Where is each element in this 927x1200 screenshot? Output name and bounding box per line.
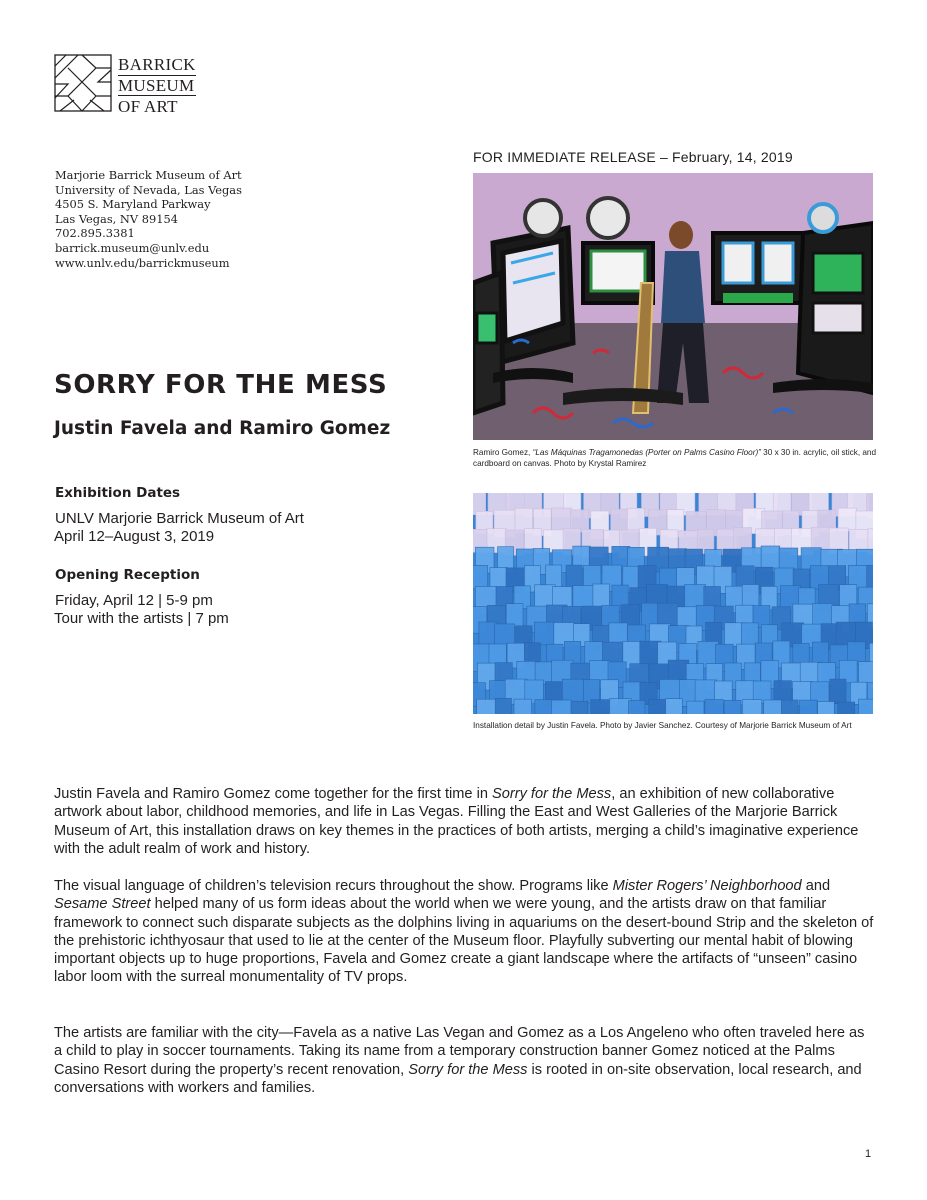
paper-fringe-piece [658, 603, 679, 625]
paper-fringe-piece [535, 700, 552, 714]
paper-fringe-piece [705, 700, 724, 715]
website-link[interactable]: www.unlv.edu/barrickmuseum [55, 255, 230, 270]
wordmark-line-1: BARRICK [118, 55, 196, 74]
paragraph-text: and [801, 878, 831, 894]
paper-fringe-piece [818, 702, 835, 715]
paper-fringe-piece [859, 699, 874, 714]
contact-address-block [55, 168, 242, 270]
painting-illustration [473, 173, 873, 440]
paper-fringe-piece [800, 700, 818, 714]
paper-fringe-piece [695, 680, 717, 702]
paper-fringe-piece [742, 700, 761, 714]
paper-fringe-piece [781, 700, 798, 714]
paper-fringe-piece [867, 565, 873, 589]
body-paragraph-2 [54, 877, 874, 987]
address-line: University of Nevada, Las Vegas [55, 182, 242, 197]
paper-fringe-piece [849, 530, 868, 553]
paper-fringe-piece [774, 681, 792, 703]
tv-program-title: Mister Rogers’ Neighborhood [612, 878, 802, 894]
paper-fringe-piece [514, 699, 532, 714]
paper-fringe-piece [611, 509, 629, 531]
paragraph-text: The artists are familiar with the city—Favela as a native Las Vegan and Gomez as a Los Angeleno who often traveled here as a child to play in soccer tournaments. Taking its name from a temporary construction banner Gomez noticed at the Palms Casino Resort during the property’s recent renovation, [54, 1025, 865, 1078]
paper-fringe-piece [838, 702, 855, 714]
installation-caption: Installation detail by Justin Favela. Photo by Javier Sanchez. Courtesy of Marjorie Barrick Museum of Art [473, 721, 852, 730]
tv-program-title: Sesame Street [54, 896, 151, 913]
wordmark-line-3: OF ART [118, 97, 178, 116]
paper-fringe-piece [724, 700, 741, 714]
paper-fringe-piece [495, 698, 511, 714]
museum-logo-mark-icon [54, 54, 112, 112]
painting-caption [473, 447, 893, 469]
paper-fringe-piece [830, 679, 846, 704]
reception-time: Friday, April 12 | 5-9 pm [55, 592, 213, 609]
artist-tour-time: Tour with the artists | 7 pm [54, 610, 229, 627]
paper-fringe-piece [534, 622, 554, 645]
paper-fringe-piece [477, 699, 497, 714]
museum-logo [54, 54, 194, 116]
page-number: 1 [865, 1148, 872, 1160]
body-paragraph-1 [54, 785, 874, 858]
exhibition-dates-heading: Exhibition Dates [55, 485, 181, 501]
paper-fringe-piece [742, 585, 759, 608]
opening-reception-heading: Opening Reception [55, 567, 200, 583]
caption-lead: Ramiro Gomez, [473, 448, 533, 457]
paper-fringe-piece [473, 565, 488, 588]
caption-tail: 30 x 30 in. acrylic, oil stick, and cardboard on canvas. Photo by Krystal Ramirez [473, 448, 877, 468]
body-paragraph-3 [54, 1024, 874, 1097]
exhibition-date-range: April 12–August 3, 2019 [54, 528, 215, 545]
exhibition-venue: UNLV Marjorie Barrick Museum of Art [55, 510, 304, 527]
paper-fringe-piece [610, 699, 632, 714]
paper-fringe-piece [591, 700, 612, 714]
paper-fringe-piece [811, 527, 830, 550]
paragraph-text: is rooted in on-site observation, local research, and conversations with workers and families. [54, 1061, 862, 1096]
caption-title: “Las Máquinas Tragamonedas (Porter on Palms Casino Floor)” [532, 448, 761, 457]
installation-image [473, 493, 873, 714]
paragraph-text: helped many of us form ideas about the world when we were young, and the artists draw on that familiar framework to connect such disparate subjects as the dolphins living in aquariums on the desert-bound Strip and the skeleton of the prehistoric ichthyosaur that used to lie at the center of the Museum floor. Playfully subverting our mental habit of blowing important objects up to huge proportions, Favela and Gomez create a giant landscape where the artifacts of “unseen” casino labor loom with the surreal monumentality of TV props. [54, 896, 874, 986]
paper-fringe-piece [666, 699, 683, 714]
email-link[interactable]: barrick.museum@unlv.edu [55, 240, 210, 255]
phone-number: 702.895.3381 [55, 226, 135, 241]
address-line: Marjorie Barrick Museum of Art [55, 168, 242, 182]
museum-wordmark [118, 54, 196, 117]
exhibition-title-italic: Sorry for the Mess [408, 1061, 528, 1078]
installation-illustration [473, 493, 873, 714]
paragraph-text: Justin Favela and Ramiro Gomez come together for the first time in [54, 786, 492, 802]
address-line: Las Vegas, NV 89154 [55, 211, 178, 226]
exhibition-title: SORRY FOR THE MESS [54, 370, 388, 400]
paper-fringe-piece [649, 699, 668, 714]
release-date-line: FOR IMMEDIATE RELEASE – February, 14, 2019 [473, 149, 793, 165]
artists-subtitle: Justin Favela and Ramiro Gomez [54, 418, 391, 439]
address-line: 4505 S. Maryland Parkway [55, 197, 211, 212]
paper-fringe-piece [566, 565, 582, 588]
paper-fringe-piece [552, 508, 572, 531]
wordmark-line-2: MUSEUM [118, 76, 195, 95]
paper-fringe-piece [764, 700, 784, 714]
paper-fringe-piece [629, 701, 646, 715]
paragraph-text: , an exhibition of new collaborative artwork about labor, childhood memories, and life in Las Vegas. Filling the East and West Galleries of the Marjorie Barrick Museum of Art, this installation draws on key themes in the practices of both artists, merging a child’s imaginative experience with the adult realm of work and history. [54, 786, 859, 857]
exhibition-title-italic: Sorry for the Mess [492, 786, 612, 802]
paper-fringe-piece [687, 701, 704, 714]
painting-image [473, 173, 873, 440]
paper-fringe-piece [571, 701, 588, 714]
paper-fringe-piece [552, 700, 572, 714]
paragraph-text: The visual language of children’s television recurs throughout the show. Programs like [54, 878, 613, 894]
paper-fringe-piece [773, 493, 791, 513]
